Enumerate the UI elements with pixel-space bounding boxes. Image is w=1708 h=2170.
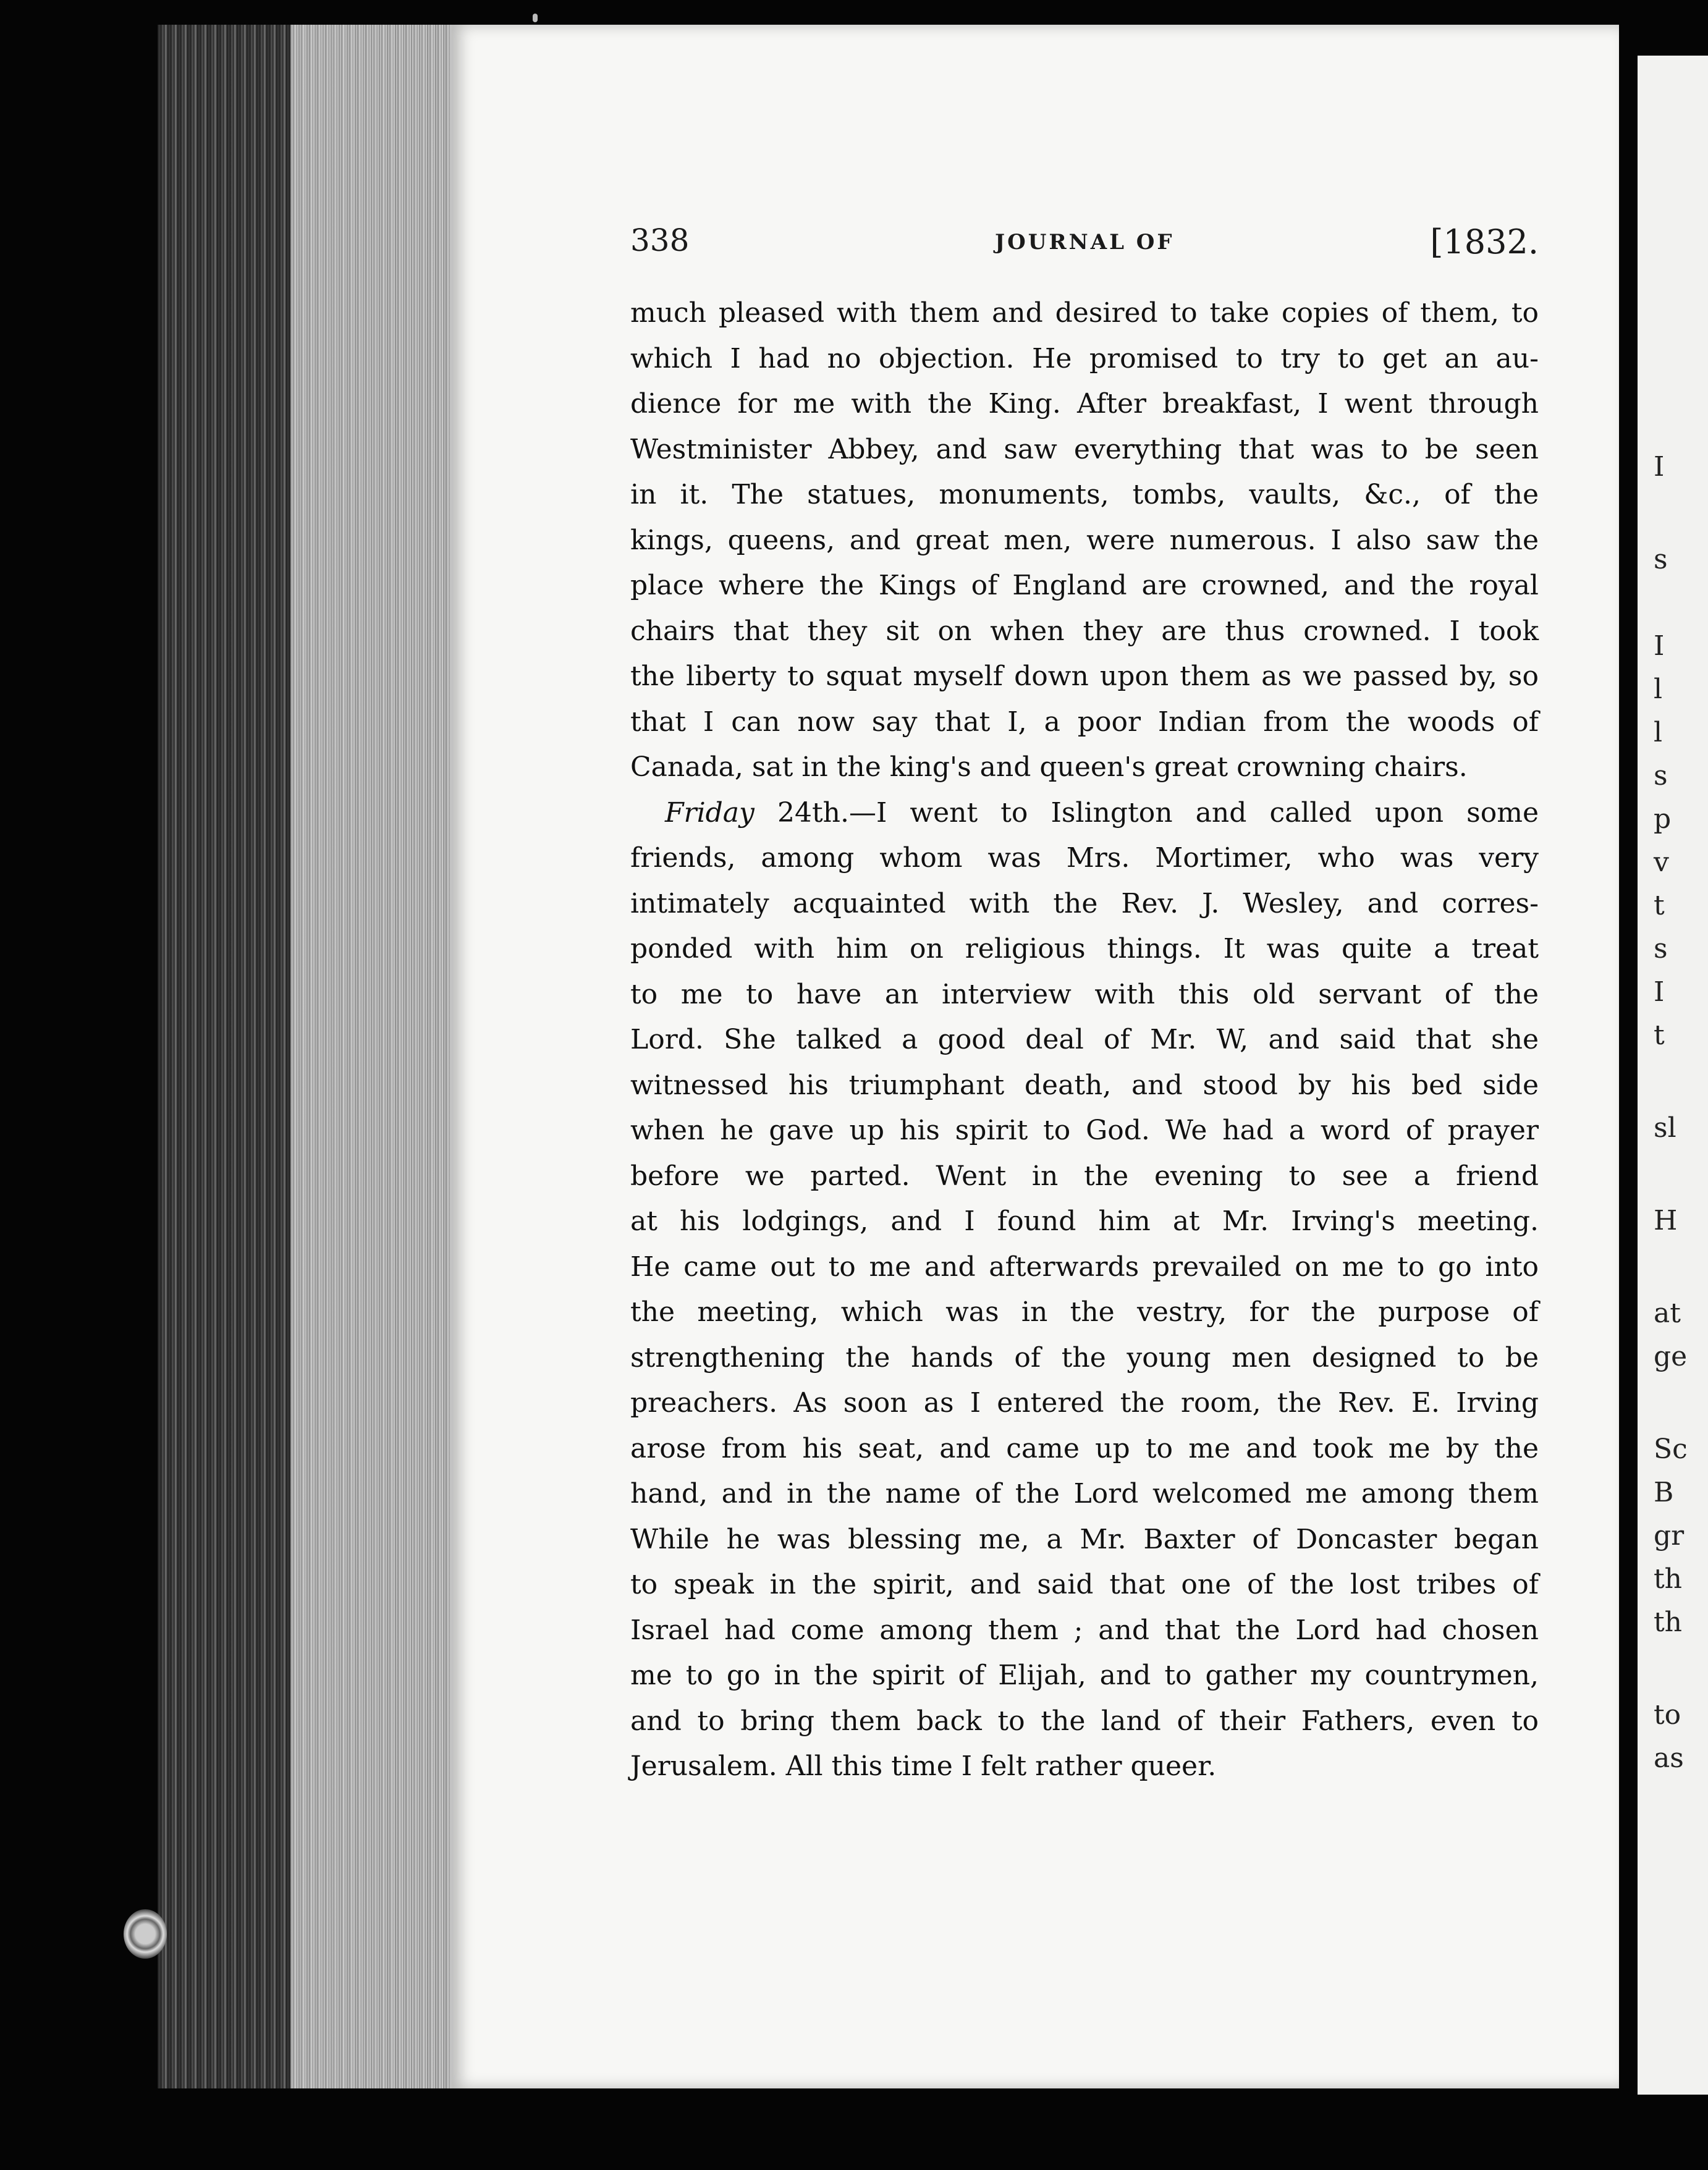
facing-fragment: as	[1654, 1742, 1684, 1774]
body-text	[630, 290, 1539, 1789]
text-line: witnessed his triumphant death, and stood by his bed side	[630, 1069, 1539, 1101]
text-line: friends, among whom was Mrs. Mortimer, who was very	[630, 842, 1539, 874]
text-line: to speak in the spirit, and said that one of the lost tribes of	[630, 1569, 1539, 1600]
text-line: before we parted. Went in the evening to see a friend	[630, 1160, 1539, 1192]
text-line: Canada, sat in the king's and queen's great crowning chairs.	[630, 751, 1468, 783]
text-line: the liberty to squat myself down upon them as we passed by, so	[630, 661, 1539, 692]
facing-fragment: t	[1654, 1020, 1665, 1051]
text-line: dience for me with the King. After breakfast, I went through	[630, 388, 1539, 420]
facing-fragment: th	[1654, 1563, 1683, 1595]
text-line: the meeting, which was in the vestry, for the purpose of	[630, 1296, 1539, 1328]
paragraph-friday-entry	[630, 790, 1539, 1789]
facing-fragment: th	[1654, 1606, 1683, 1638]
facing-fragment: I	[1654, 630, 1665, 662]
text-line: hand, and in the name of the Lord welcomed me among them	[630, 1478, 1539, 1509]
facing-fragment: t	[1654, 890, 1665, 921]
facing-fragment: gr	[1654, 1520, 1685, 1552]
page-number: 338	[630, 222, 690, 258]
text-line: when he gave up his spirit to God. We had a word of prayer	[630, 1115, 1539, 1146]
facing-fragment: s	[1654, 933, 1668, 965]
text-line: strengthening the hands of the young men designed to be	[630, 1341, 1539, 1374]
facing-fragment: to	[1654, 1699, 1681, 1731]
text-line: at his lodgings, and I found him at Mr. Irving's meeting.	[630, 1205, 1539, 1237]
book-page-edges-highlight	[290, 25, 451, 2088]
text-line: arose from his seat, and came up to me and took me by the	[630, 1432, 1539, 1464]
text-line: He came out to me and afterwards prevailed on me to go into	[630, 1251, 1539, 1283]
text-line: Israel had come among them ; and that the Lord had chosen	[630, 1614, 1539, 1646]
text-line: While he was blessing me, a Mr. Baxter of Doncaster began	[630, 1523, 1539, 1555]
facing-fragment: I	[1654, 451, 1665, 483]
text-line: much pleased with them and desired to take copies of them, to	[630, 297, 1539, 329]
paragraph-abbey	[630, 290, 1539, 790]
facing-fragment: s	[1654, 544, 1668, 575]
facing-fragment: I	[1654, 976, 1665, 1008]
facing-fragment: H	[1654, 1205, 1678, 1236]
running-title: JOURNAL OF	[995, 230, 1175, 255]
text-line: in it. The statues, monuments, tombs, vaults, &c., of the	[630, 479, 1539, 510]
text-line: ponded with him on religious things. It was quite a treat	[630, 933, 1539, 965]
facing-fragment: ge	[1654, 1341, 1688, 1372]
facing-fragment: B	[1654, 1477, 1674, 1508]
spine-seal-mark	[124, 1909, 167, 1959]
facing-fragment: Sc	[1654, 1433, 1688, 1465]
text-line: and to bring them back to the land of their Fathers, even to	[630, 1705, 1539, 1737]
text-line: that I can now say that I, a poor Indian from the woods of	[630, 706, 1539, 738]
facing-page-strip	[1638, 56, 1708, 2095]
entry-first-line: 24th.—I went to Islington and called upon some	[754, 796, 1539, 829]
text-line	[630, 790, 1539, 836]
text-line: intimately acquainted with the Rev. J. Wesley, and corres-	[630, 887, 1539, 919]
facing-fragment: l	[1654, 717, 1663, 748]
text-line: Jerusalem. All this time I felt rather queer.	[630, 1750, 1217, 1782]
facing-fragment: p	[1654, 803, 1672, 835]
facing-fragment: s	[1654, 760, 1668, 792]
text-line: place where the Kings of England are crowned, and the royal	[630, 570, 1539, 601]
text-line: chairs that they sit on when they are thus crowned. I took	[630, 615, 1539, 647]
facing-fragment: at	[1654, 1298, 1681, 1329]
text-line: Lord. She talked a good deal of Mr. W, and said that she	[630, 1024, 1539, 1055]
text-line: to me to have an interview with this old servant of the	[630, 978, 1539, 1010]
text-line: Westminister Abbey, and saw everything that was to be seen	[630, 433, 1539, 465]
running-head	[630, 222, 1539, 266]
facing-fragment: v	[1654, 846, 1669, 878]
text-line: which I had no objection. He promised to try to get an au-	[630, 342, 1539, 374]
facing-fragment: l	[1654, 673, 1663, 705]
text-line: preachers. As soon as I entered the room, the Rev. E. Irving	[630, 1387, 1539, 1419]
header-year: [1832.	[1430, 222, 1539, 261]
text-line: kings, queens, and great men, were numerous. I also saw the	[630, 524, 1539, 556]
entry-day: Friday	[665, 796, 755, 829]
top-edge-mark	[533, 14, 538, 22]
facing-fragment: sl	[1654, 1112, 1676, 1144]
text-line: me to go in the spirit of Elijah, and to gather my countrymen,	[630, 1660, 1539, 1691]
